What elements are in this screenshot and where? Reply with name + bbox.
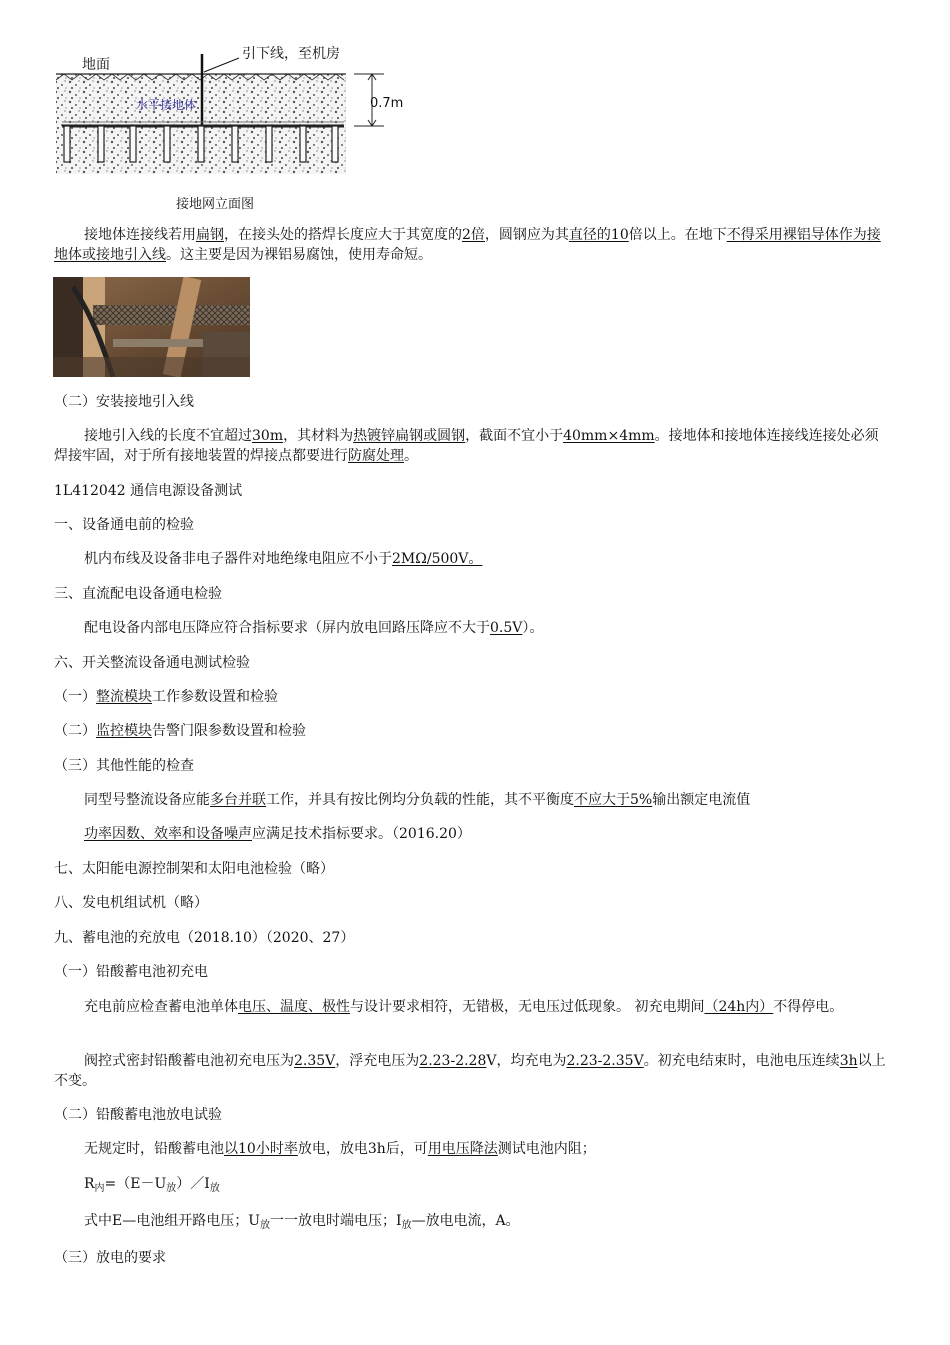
subsection-discharge-requirements: （三）放电的要求 [54, 1250, 166, 1266]
paragraph-charge-voltage: 阀控式密封铅酸蓄电池初充电压为2.35V，浮充电压为2.23-2.28V，均充电为2.23-2.35V。初充电结束时，电池电压连续3h以上不变。 [54, 1053, 886, 1089]
welding-photo [53, 277, 250, 377]
subsection-other-performance: （三）其他性能的检查 [54, 758, 194, 774]
paragraph-insulation: 机内布线及设备非电子器件对地绝缘电阻应不小于2MΩ/500V。 [84, 551, 483, 567]
subsection-rectifier-module: （一）整流模块工作参数设置和检验 [54, 689, 278, 705]
section-generator: 八、发电机组试机（略） [54, 895, 208, 911]
section-install-lead: （二）安装接地引入线 [54, 394, 194, 410]
grounding-grid-diagram [54, 40, 414, 215]
section-pre-power-check: 一、设备通电前的检验 [54, 517, 194, 533]
diagram-caption: 接地网立面图 [176, 197, 255, 212]
section-solar: 七、太阳能电源控制架和太阳电池检验（略） [54, 861, 334, 877]
subsection-monitor-module: （二）监控模块告警门限参数设置和检验 [54, 723, 306, 739]
paragraph-pre-charge-check: 充电前应检查蓄电池单体电压、温度、极性与设计要求相符，无错极，无电压过低现象。 初充电期间（24h内）不得停电。 [84, 999, 844, 1015]
lead-label: 引下线，至机房 [242, 46, 340, 62]
section-dc-distribution: 三、直流配电设备通电检验 [54, 586, 222, 602]
paragraph-connection: 接地体连接线若用扁钢，在接头处的搭焊长度应大于其宽度的2倍，圆钢应为其直径的10倍以上。在地下不得采用裸铝导体作为接地体或接地引入线。这主要是因为裸铝易腐蚀，使用寿命短。 [54, 227, 881, 263]
subsection-discharge-test: （二）铅酸蓄电池放电试验 [54, 1107, 222, 1123]
ground-label: 地面 [82, 57, 110, 73]
paragraph-power-factor: 功率因数、效率和设备噪声应满足技术指标要求。（2016.20） [84, 826, 471, 842]
welding-photo-image [53, 277, 250, 377]
paragraph-lead-requirements: 接地引入线的长度不宜超过30m，其材料为热镀锌扁钢或圆钢，截面不宜小于40mm×4mm。接地体和接地体连接线连接处必须焊接牢固，对于所有接地装置的焊接点都要进行防腐处理。 [54, 428, 879, 464]
formula-internal-resistance: $R_内=(E-U_放)/I_放$ [84, 1176, 220, 1194]
section-code: 1L412042 通信电源设备测试 [54, 483, 243, 499]
paragraph-discharge: 无规定时，铅酸蓄电池以10小时率放电，放电3h后，可用电压降法测试电池内阻； [84, 1141, 596, 1157]
paragraph-parallel: 同型号整流设备应能多台并联工作，并具有按比例均分负载的性能，其不平衡度不应大于5%输出额定电流值 [84, 792, 751, 808]
depth-label: 0.7m [370, 96, 404, 111]
section-battery: 九、蓄电池的充放电（2018.10）（2020、27） [54, 930, 355, 946]
horizontal-conductor-label: 水平接地体 [136, 98, 197, 112]
section-rectifier: 六、开关整流设备通电测试检验 [54, 655, 250, 671]
subsection-initial-charge: （一）铅酸蓄电池初充电 [54, 964, 208, 980]
paragraph-voltage-drop: 配电设备内部电压降应符合指标要求（屏内放电回路压降应不大于0.5V）。 [84, 620, 544, 636]
paragraph-formula-legend: 式中E—电池组开路电压；$U_放$一一放电时端电压；$I_放—$放电电流，A。 [84, 1213, 520, 1231]
